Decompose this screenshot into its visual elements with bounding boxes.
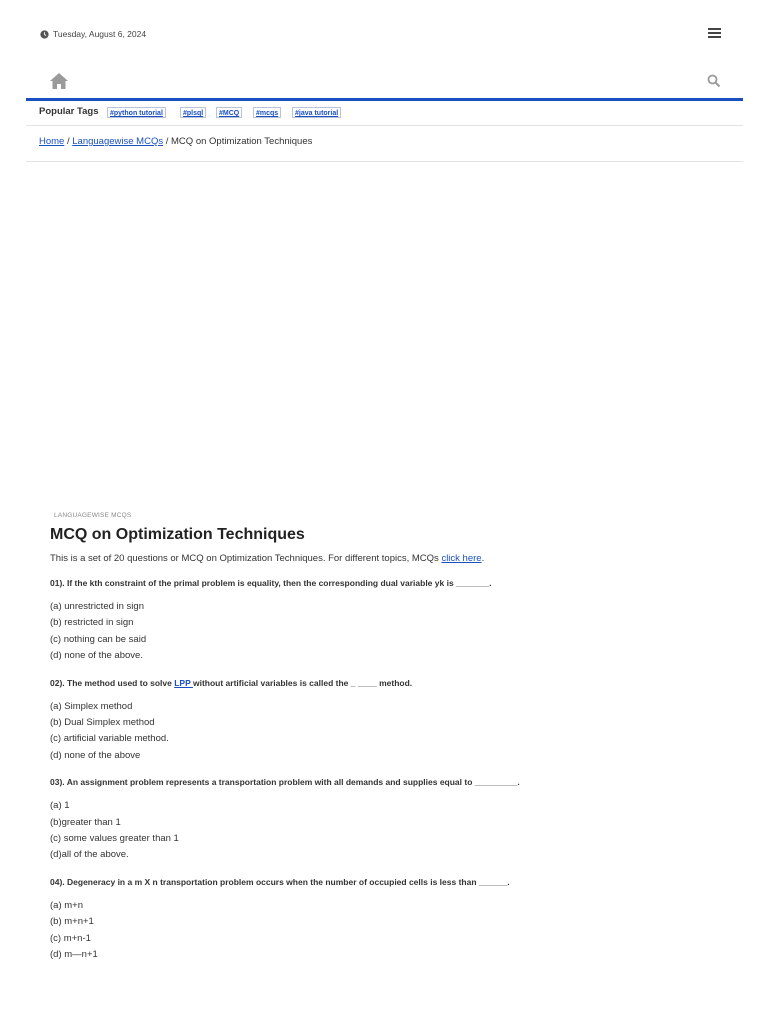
question-4: 04). Degeneracy in a m X n transportation problem occurs when the number of occupied cells is less than ______. [50, 876, 510, 887]
search-icon[interactable] [707, 74, 721, 88]
tag-mcq[interactable]: #MCQ [216, 107, 242, 118]
popular-tags-label: Popular Tags [39, 106, 99, 117]
option: (a) Simplex method [50, 700, 133, 712]
option: (a) m+n [50, 899, 83, 911]
option: (d) none of the above. [50, 650, 143, 662]
option: (d)all of the above. [50, 849, 129, 861]
question-4-options [50, 898, 740, 964]
breadcrumb-current: MCQ on Optimization Techniques [171, 136, 313, 147]
breadcrumb [26, 126, 743, 162]
question-1-options [50, 599, 740, 665]
question-3: 03). An assignment problem represents a transportation problem with all demands and supplies equal to _________. [50, 777, 520, 788]
tag-java-tutorial[interactable]: #java tutorial [292, 107, 341, 118]
option: (a) 1 [50, 800, 70, 812]
home-icon[interactable] [49, 72, 69, 90]
article-category[interactable]: LANGUAGEWISE MCQS [54, 512, 132, 519]
breadcrumb-separator: / [64, 136, 73, 147]
option: (c) nothing can be said [50, 633, 147, 645]
ad-placeholder [26, 162, 743, 502]
option: (b) restricted in sign [50, 617, 134, 629]
header-date [40, 29, 146, 39]
question-2-options [50, 699, 740, 765]
option: (d) none of the above [50, 749, 141, 761]
hamburger-menu-icon[interactable] [706, 26, 724, 42]
option: (c) m+n-1 [50, 932, 91, 944]
question-3-options [50, 798, 740, 864]
popular-tags-bar [26, 101, 743, 126]
question-2-text-before: 02). The method used to solve [50, 677, 175, 688]
page-title: MCQ on Optimization Techniques [50, 526, 305, 543]
breadcrumb-category-link[interactable]: Languagewise MCQs [72, 136, 164, 147]
click-here-link[interactable]: click here [441, 553, 482, 564]
option: (c) artificial variable method. [50, 733, 169, 745]
article-intro [50, 552, 740, 565]
date-text: Tuesday, August 6, 2024 [53, 29, 147, 39]
top-bar [0, 0, 768, 70]
tag-plsql[interactable]: #plsql [180, 107, 206, 118]
question-2 [50, 677, 740, 689]
option: (b)greater than 1 [50, 816, 121, 828]
lpp-link[interactable]: LPP [174, 677, 193, 688]
article [50, 512, 740, 964]
intro-end: . [481, 553, 485, 564]
option: (b) m+n+1 [50, 916, 94, 928]
question-2-text-after: without artificial variables is called the _ ____ method. [192, 677, 413, 688]
option: (a) unrestricted in sign [50, 601, 144, 612]
option: (d) m—n+1 [50, 949, 98, 961]
tag-python-tutorial[interactable]: #python tutorial [107, 107, 166, 118]
main-nav [26, 66, 743, 98]
option: (c) some values greater than 1 [50, 833, 179, 845]
breadcrumb-home-link[interactable]: Home [39, 136, 65, 147]
clock-icon [40, 30, 49, 39]
option: (b) Dual Simplex method [50, 717, 155, 729]
breadcrumb-separator: / [163, 136, 172, 147]
question-1: 01). If the kth constraint of the primal problem is equality, then the corresponding dual variable yk is _______. [50, 578, 492, 588]
tag-mcqs[interactable]: #mcqs [253, 107, 281, 118]
intro-text: This is a set of 20 questions or MCQ on Optimization Techniques. For different topics, MCQs [50, 553, 442, 564]
